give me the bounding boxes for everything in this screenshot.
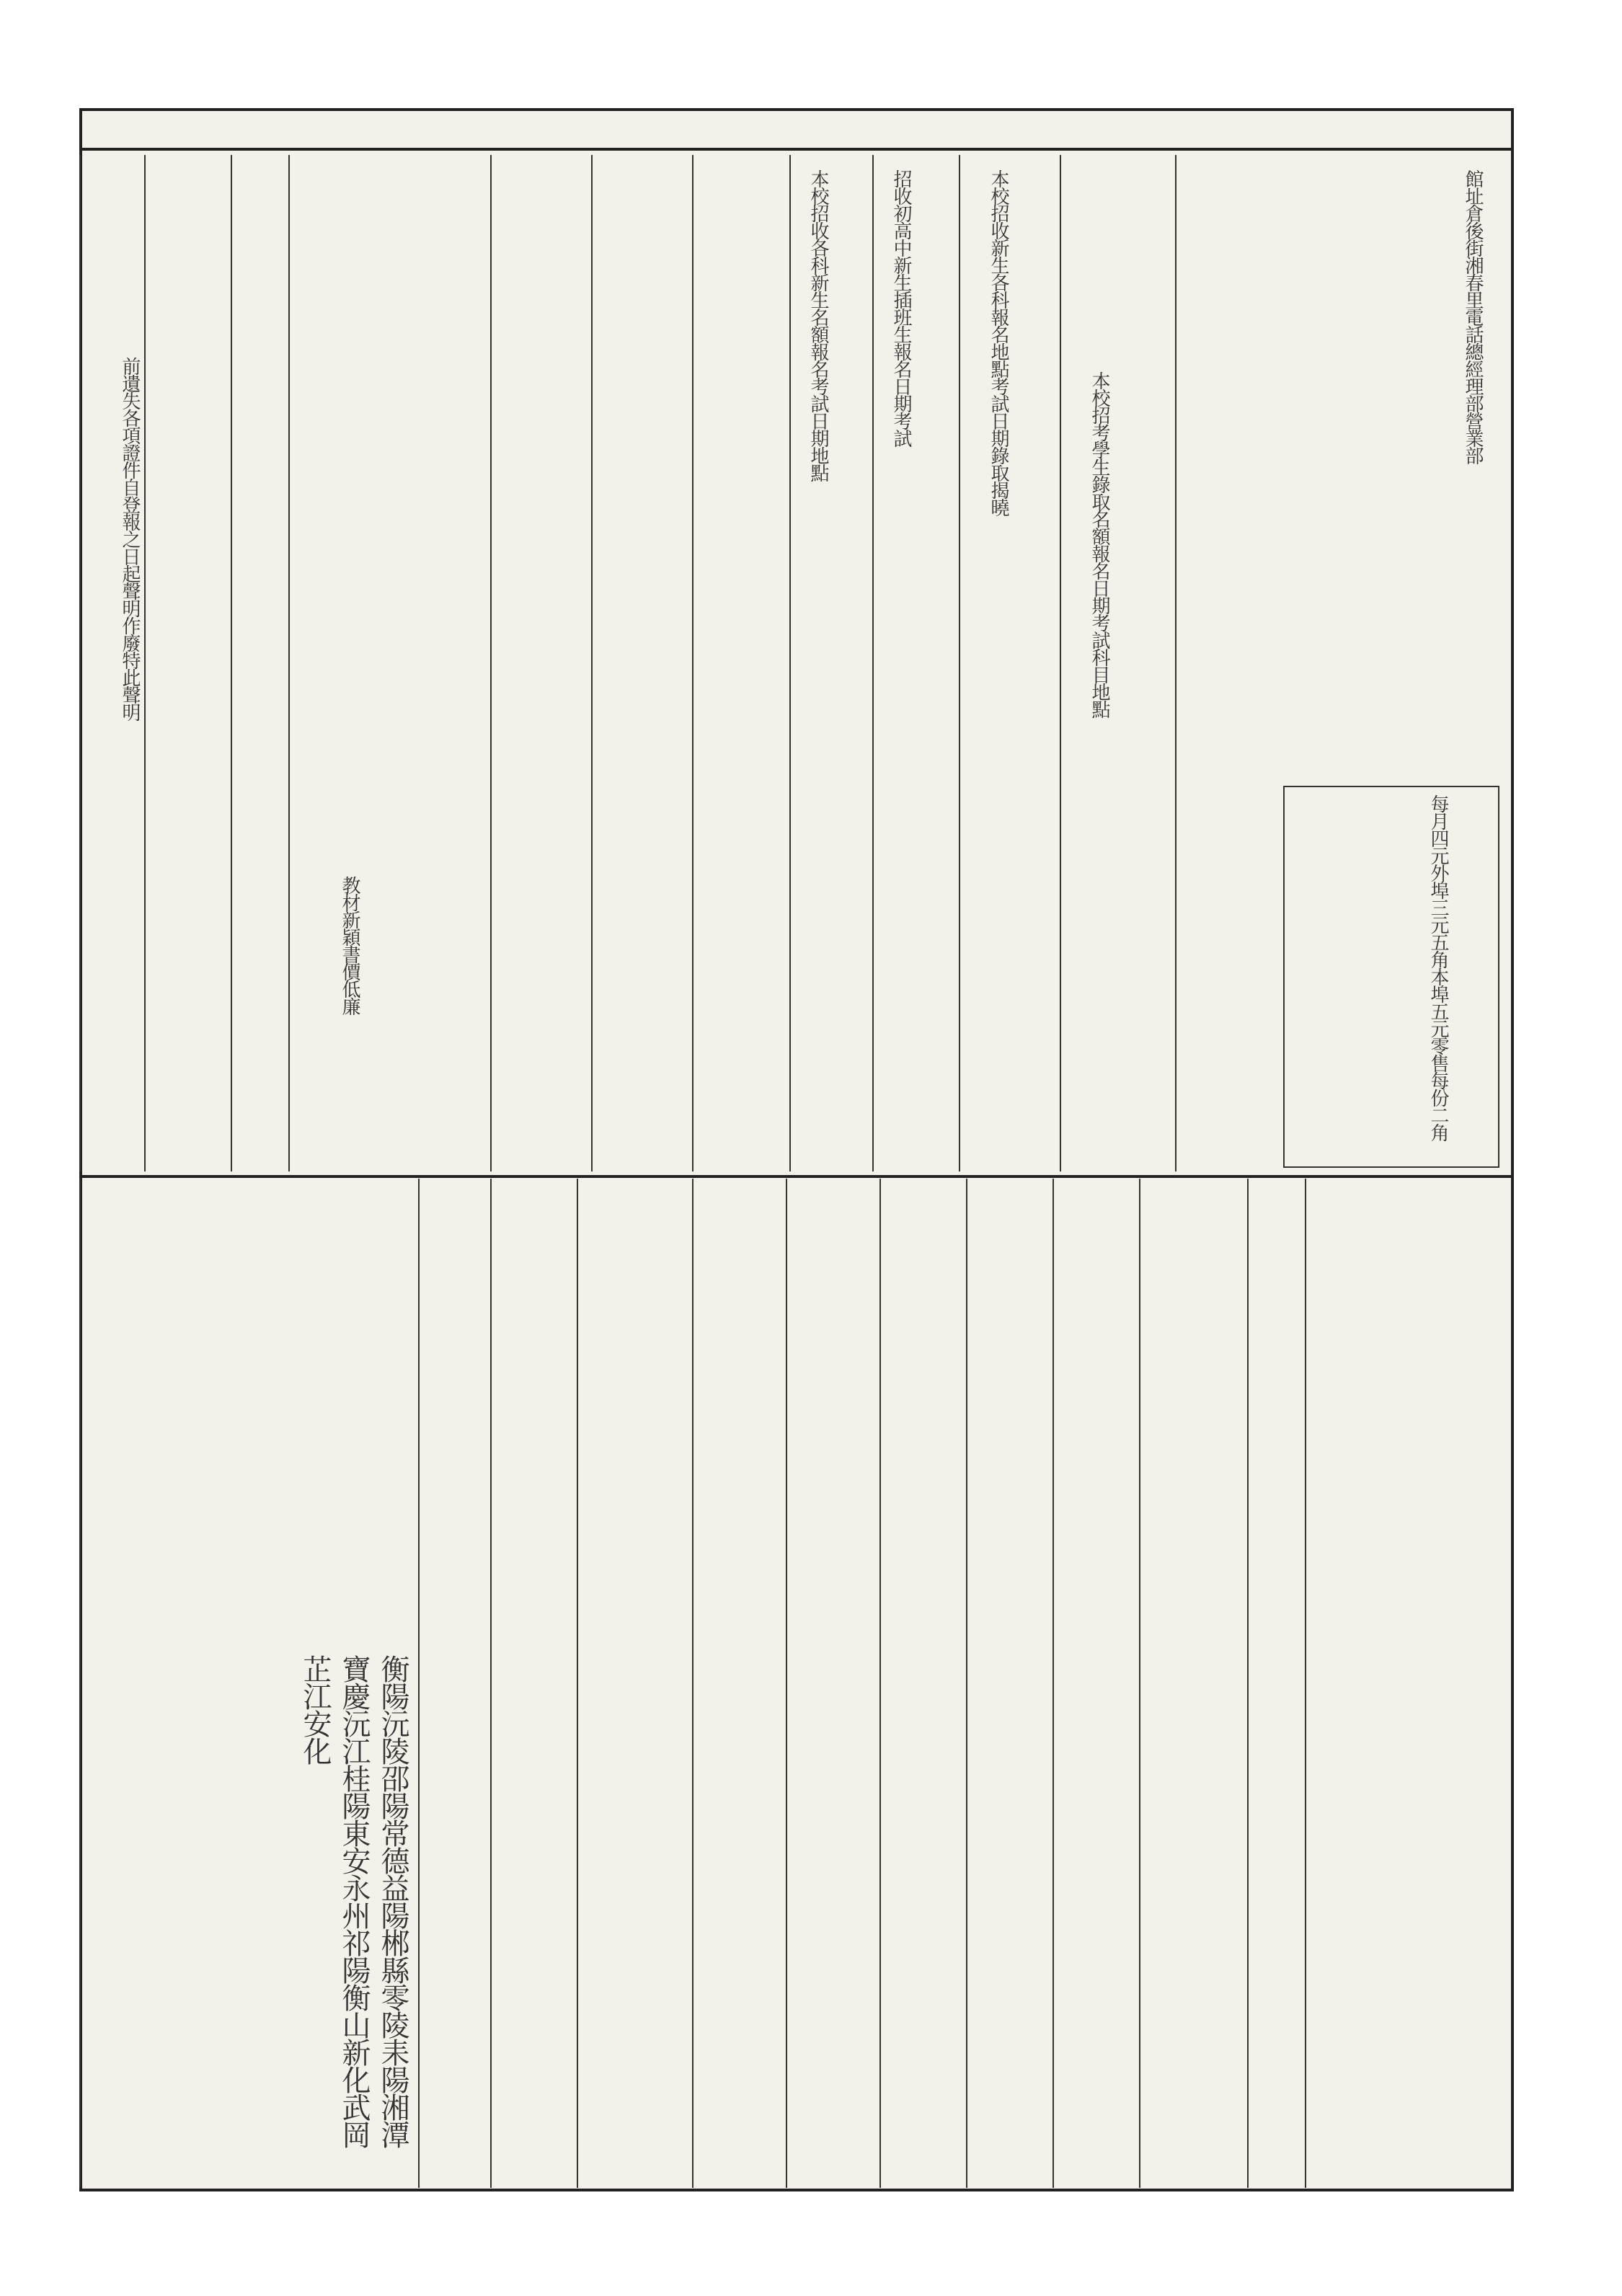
col-military-school xyxy=(1060,155,1175,1171)
col-card-co xyxy=(418,1179,490,2188)
col-lawyers xyxy=(591,155,692,1171)
col-hunan-book xyxy=(288,155,490,1171)
col-guangya xyxy=(872,155,959,1171)
header-line xyxy=(79,114,1514,147)
fold-rule xyxy=(79,1175,1514,1178)
rate-table-body: 每月四元外埠三元五角本埠五元零售每份二角 xyxy=(1427,794,1449,1140)
col-tonic-wine xyxy=(692,1179,786,2188)
col-guoyi xyxy=(786,1179,879,2188)
col-yu-notice xyxy=(966,1179,1052,2188)
col-merger xyxy=(1175,155,1283,1171)
col-ninth-vocational xyxy=(959,155,1060,1171)
rate-table-box xyxy=(1283,786,1499,1168)
lawyer-notice-2 xyxy=(593,169,650,1164)
ninth-vocational-text: 本校招收新生各科報名地點考試日期錄取揭曉 xyxy=(988,169,1009,515)
col-jingju xyxy=(144,155,231,1171)
col-newsprint xyxy=(1413,1179,1507,2188)
military-school-text: 本校招考學生錄取名額報名日期考試科目地點 xyxy=(1089,371,1110,717)
masthead-address-text: 館址倉後街湘春里電話總經理部營業部 xyxy=(1462,169,1484,464)
col-wenyi-zhongfa xyxy=(692,155,789,1171)
col-jincheng xyxy=(490,155,591,1171)
statement-text: 前遺失各項證件自登報之日起聲明作廢特此聲明 xyxy=(119,357,141,720)
col-chuyi xyxy=(789,155,872,1171)
col-maps xyxy=(231,155,288,1171)
col-tongfutang xyxy=(1247,1179,1305,2188)
col-tobacco xyxy=(490,1179,577,2188)
col-bank xyxy=(79,1179,418,2188)
col-copy-paper xyxy=(1305,1179,1413,2188)
col-songhe xyxy=(1139,1179,1247,2188)
hunan-book-text: 教材新穎書價低廉 xyxy=(339,876,360,1014)
col-clinic xyxy=(879,1179,966,2188)
header-rule xyxy=(79,148,1514,151)
guangya-text: 招收初高中新生插班生報名日期考試 xyxy=(890,169,912,446)
col-lung-syrup xyxy=(577,1179,692,2188)
bank-branch-list: 衡陽沅陵邵陽常德益陽郴縣零陵耒陽湘潭寶慶沅江桂陽東安永州祁陽衡山新化武岡芷江安化 xyxy=(298,1654,409,2147)
col-statement xyxy=(79,155,144,1171)
col-land-sale xyxy=(1052,1179,1139,2188)
chuyi-text: 本校招收各科新生名額報名考試日期地點 xyxy=(807,169,829,481)
